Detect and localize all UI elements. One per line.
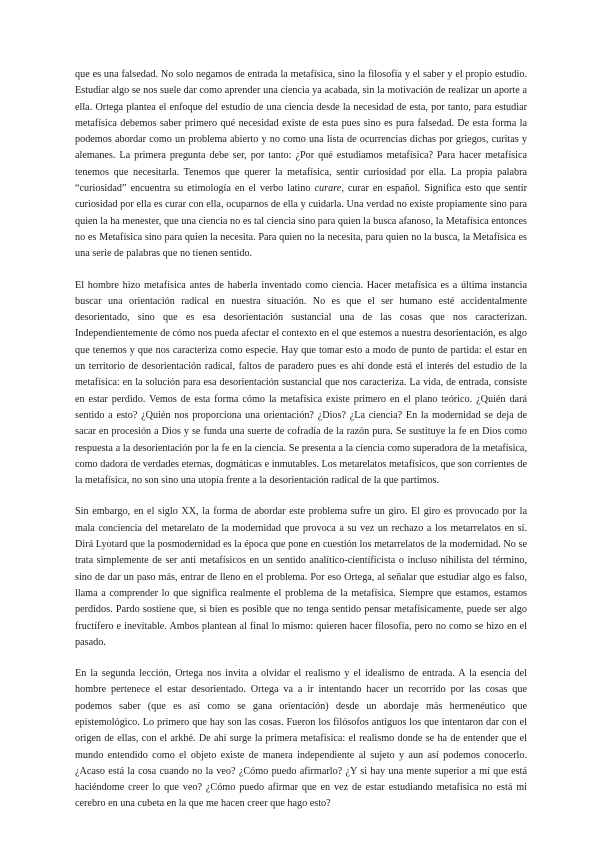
paragraph-1-emphasis: curare — [314, 183, 342, 195]
paragraph-2: El hombre hizo metafísica antes de haberla inventado como ciencia. Hacer metafísica es a última instancia buscar una orientación radical en nuestra situación. No es que el ser humano esté accidentalmente desorientado, sino que es esa desorientación sustancial una de las cosas que nos caracterizan. Independientemente de cómo nos pueda afectar el contexto en el que estemos a nuestra desorientación, es algo que tenemos y que nos caracteriza como especie. Hay que tomar esto a modo de punto de partida: el estar en un territorio de desorientación radical, faltos de paradero pues es ahí donde está el interés del estudio de la metafísica: en la solución para esa desorientación sustancial que nos caracteriza. La vida, de entrada, consiste en estar perdido. Vemos de esta forma cómo la metafísica existe primero en el plano teórico. ¿Quién dará sentido a esto? ¿Quién nos proporciona una orientación? ¿Dios? ¿La ciencia? En la modernidad se deja de sacar en procesión a Dios y se funda una suerte de cofradía de la razón pura. Se sustituye la fe en Dios como respuesta a la desorientación por la fe en la ciencia. Se presenta a la ciencia como superadora de la metafísica, como dadora de verdades eternas, dogmáticas e inmutables. Los metarelatos metafísicos, que son corrientes de la metafísica, no son sino una utopía frente a la desorientación radical de la que partimos. — [75, 279, 527, 487]
paragraph-1-text-before: que es una falsedad. No solo negamos de entrada la metafísica, sino la filosofía y el saber y el propio estudio. Estudiar algo se nos suele dar como aprender una ciencia ya acabada, sin la motivación de realizar un aporte a ella. Ortega plantea el enfoque del estudio de una ciencia desde la necesidad de esta, por tanto, para estudiar metafísica debemos saber primero qué necesidad existe de esta pues sino es pura falsedad. De esta forma la podemos abordar como un problema abierto y no como una lista de ocurrencias dichas por griegos, curitas y alemanes. La primera pregunta debe ser, por tanto: ¿Por qué estudiamos metafísica? Para hacer metafísica tenemos que necesitarla. Tenemos que querer la metafísica, sentir curiosidad por ella. La propia palabra “curiosidad” encuentra su etimología en el verbo latino — [75, 69, 527, 195]
paragraph-1-text-after: , curar en español. Significa esto que sentir curiosidad por ella es curar con ella, ocuparnos de ella y cuidarla. Una verdad no existe propiamente sino para quien la ha menester, que una ciencia no es tal ciencia sino para quien la busca afanoso, la Metafísica entonces no es Metafísica sino para quien la necesita. Para quien no la necesita, para quien no la busca, la Metafísica es una serie de palabras que no tienen sentido. — [75, 183, 527, 260]
document-body — [75, 67, 527, 828]
paragraph-3: Sin embargo, en el siglo XX, la forma de abordar este problema sufre un giro. El giro es provocado por la mala conciencia del metarelato de la modernidad que provoca a su vez un rechazo a los metarrelatos en sí. Dirá Lyotard que la posmodernidad es la época que pone en cuestión los metarrelatos de la modernidad. No se trata simplemente de ser anti metafísicos en un sentido analítico-científicista o incluso nihilista del término, sino de dar un paso más, entrar de lleno en el problema. Por eso Ortega, al señalar que estudiar algo es falso, llama a comprender lo que significa realmente el problema de la metafísica. Siempre que estamos, estamos perdidos. Pardo sostiene que, si bien es posible que no tenga sentido pensar metafísicamente, puede ser algo fructífero e inevitable. Ambos plantean al final lo mismo: quieren hacer filosofía, pero no como se hizo en el pasado. — [75, 506, 527, 648]
paragraph-1 — [75, 67, 527, 263]
paragraph-4: En la segunda lección, Ortega nos invita a olvidar el realismo y el idealismo de entrada. A la esencia del hombre pertenece el estar desorientado. Ortega va a ir intentando hacer un recorrido por las cosas que podemos saber (que es así como se gana orientación) desde un abordaje más hermenéutico que epistemológico. Lo primero que hay son las cosas. Fueron los filósofos antiguos los que intentaron dar con el origen de ellas, con el arkhé. De ahí surge la primera metafísica: el realismo donde se ha de entender que el mundo entendido como el objeto existe de manera independiente al sujeto y aun así podemos conocerlo. ¿Acaso está la cosa cuando no la veo? ¿Cómo puedo afirmarlo? ¿Y si hay una mente superior a mí que está haciéndome creer lo que veo? ¿Cómo puedo afirmar que en vez de estar estudiando metafísica no está mi cerebro en una cubeta en la que me hacen creer que hago esto? — [75, 668, 527, 810]
